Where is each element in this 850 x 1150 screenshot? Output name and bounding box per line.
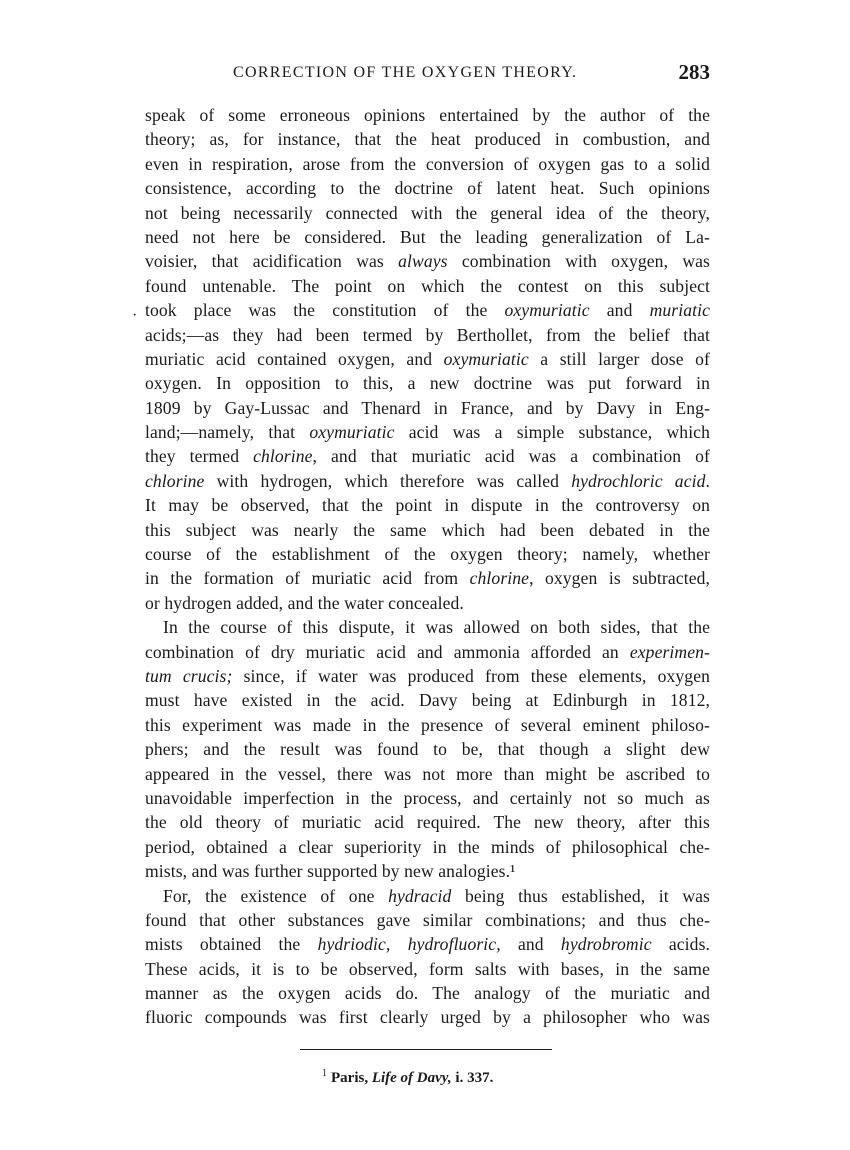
text-line: not being necessarily connected with the general idea of the theory, (145, 202, 710, 223)
text-line: the old theory of muriatic acid required. The new theory, after this (145, 812, 710, 833)
text-line: For, the existence of one hydracid being thus established, it was (163, 885, 710, 906)
text-line: even in respiration, arose from the conversion of oxygen gas to a solid (145, 153, 710, 174)
italic-term: tum crucis; (145, 665, 233, 686)
text-line: period, obtained a clear superiority in the minds of philosophical che- (145, 836, 710, 857)
text-line: found untenable. The point on which the contest on this subject (145, 275, 710, 296)
text-line: mists, and was further supported by new analogies.¹ (145, 861, 516, 882)
italic-term: muriatic (649, 300, 710, 321)
text-line: need not here be considered. But the leading generalization of La- (145, 226, 710, 247)
text-line: chlorine with hydrogen, which therefore was called hydrochloric acid. (145, 470, 710, 491)
text-line: this experiment was made in the presence of several eminent philoso- (145, 714, 710, 735)
margin-mark: · (132, 307, 138, 324)
text-line: muriatic acid contained oxygen, and oxymuriatic a still larger dose of (145, 348, 710, 369)
text-line: In the course of this dispute, it was allowed on both sides, that the (163, 617, 710, 638)
text-line: course of the establishment of the oxygen theory; namely, whether (145, 544, 710, 565)
footnote-author: Paris, (331, 1070, 369, 1086)
body-text (145, 103, 710, 1030)
text-line: they termed chlorine, and that muriatic acid was a combination of (145, 446, 711, 467)
text-line: oxygen. In opposition to this, a new doctrine was put forward in (145, 373, 710, 394)
text-line: It may be observed, that the point in dispute in the controversy on (145, 495, 710, 516)
italic-term: chlorine (253, 446, 313, 467)
text-line: voisier, that acidification was always combination with oxygen, was (145, 251, 710, 272)
footnote-ref: i. 337. (455, 1070, 494, 1086)
text-line: consistence, according to the doctrine of latent heat. Such opinions (145, 178, 710, 199)
footnote (322, 1068, 493, 1087)
text-line: or hydrogen added, and the water concealed. (145, 592, 464, 613)
text-line: unavoidable imperfection in the process, and certainly not so much as (145, 787, 710, 808)
italic-term: oxymuriatic (504, 300, 590, 321)
text-line: tum crucis; since, if water was produced from these elements, oxygen (145, 665, 711, 686)
italic-term: hydrobromic (560, 934, 652, 955)
text-line: found that other substances gave similar combinations; and thus che- (145, 909, 710, 930)
italic-term: always (398, 251, 448, 272)
text-line: speak of some erroneous opinions entertained by the author of the (145, 105, 710, 125)
text-line: phers; and the result was found to be, that though a slight dew (145, 739, 710, 760)
italic-term: hydrochloric acid (571, 470, 706, 491)
italic-term: hydracid (388, 885, 452, 906)
text-line: must have existed in the acid. Davy being at Edinburgh in 1812, (145, 690, 710, 711)
page-header (145, 60, 710, 90)
text-line: appeared in the vessel, there was not more than might be ascribed to (145, 763, 710, 784)
text-line: theory; as, for instance, that the heat produced in combustion, and (145, 129, 710, 150)
text-line: mists obtained the hydriodic, hydrofluoric, and hydrobromic acids. (145, 934, 711, 955)
text-line: in the formation of muriatic acid from chlorine, oxygen is subtracted, (145, 568, 710, 589)
footnote-mark: 1 (322, 1068, 327, 1079)
footnote-rule (300, 1049, 552, 1050)
italic-term: chlorine (145, 470, 205, 491)
italic-term: chlorine (469, 568, 530, 589)
text-line: land;—namely, that oxymuriatic acid was a simple substance, which (145, 422, 710, 443)
italic-term: hydriodic, (317, 934, 391, 955)
running-head: CORRECTION OF THE OXYGEN THEORY. (233, 64, 578, 81)
page-number: 283 (678, 60, 710, 84)
text-line: acids;—as they had been termed by Berthollet, from the belief that (145, 324, 710, 345)
text-line: 1809 by Gay-Lussac and Thenard in France, and by Davy in Eng- (145, 397, 710, 418)
italic-term: hydrofluoric, (407, 934, 501, 955)
text-line: this subject was nearly the same which had been debated in the (145, 519, 710, 540)
text-line: These acids, it is to be observed, form salts with bases, in the same (145, 958, 710, 979)
italic-term: oxymuriatic (443, 348, 529, 369)
text-line: fluoric compounds was first clearly urged by a philosopher who was (145, 1007, 710, 1028)
italic-term: experimen- (629, 641, 710, 662)
text-line: took place was the constitution of the oxymuriatic and muriatic (145, 300, 710, 321)
text-line: combination of dry muriatic acid and ammonia afforded an experimen- (145, 641, 710, 662)
footnote-title: Life of Davy, (371, 1070, 452, 1086)
text-line: manner as the oxygen acids do. The analogy of the muriatic and (145, 983, 711, 1004)
italic-term: oxymuriatic (309, 422, 395, 443)
